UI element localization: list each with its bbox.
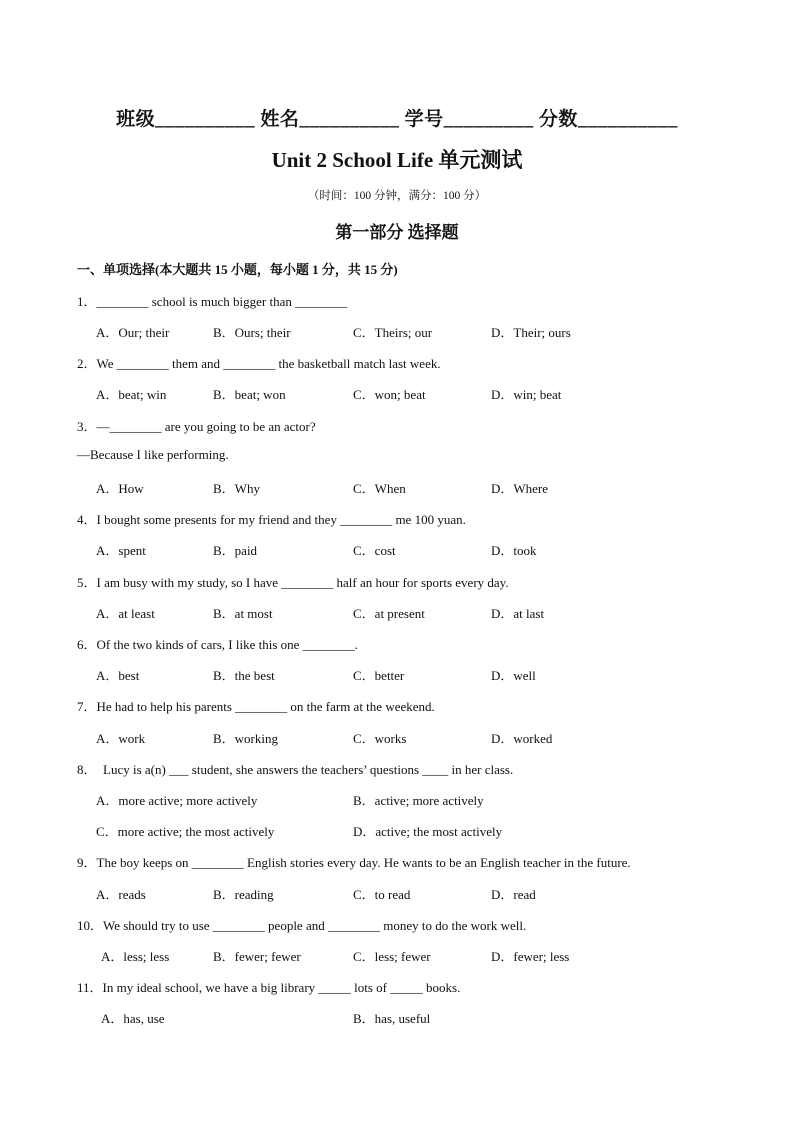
question-8-option-d[interactable]: D．active; the most actively [353,824,503,839]
question-7-option-a[interactable]: A．work [96,731,146,746]
question-10-stem: 10．We should try to use ________ people and ________ money to do the work well. [77,918,527,933]
question-2-option-b[interactable]: B．beat; won [213,387,286,402]
question-7-stem: 7．He had to help his parents ________ on the farm at the weekend. [77,699,435,714]
question-1-option-a[interactable]: A．Our; their [96,325,170,340]
question-10-option-b[interactable]: B．fewer; fewer [213,949,301,964]
question-2-option-d[interactable]: D．win; beat [491,387,562,402]
question-6-option-a[interactable]: A．best [96,668,140,683]
question-3-option-a[interactable]: A．How [96,481,144,496]
question-6-stem: 6．Of the two kinds of cars, I like this one ________. [77,637,358,652]
question-3-stem: 3．—________ are you going to be an actor? [77,419,316,434]
question-7-option-b[interactable]: B．working [213,731,279,746]
question-11-option-b[interactable]: B．has, useful [353,1011,431,1026]
question-9-option-c[interactable]: C．to read [353,887,411,902]
question-9-option-b[interactable]: B．reading [213,887,274,902]
section-heading: 一、单项选择(本大题共 15 小题，每小题 1 分，共 15 分) [77,262,398,277]
question-2-option-a[interactable]: A．beat; win [96,387,167,402]
question-11-option-a[interactable]: A．has, use [101,1011,165,1026]
question-8-stem: 8． Lucy is a(n) ___ student, she answers the teachers’ questions ____ in her class. [77,762,514,777]
question-7-option-d[interactable]: D．worked [491,731,553,746]
question-4-option-b[interactable]: B．paid [213,543,258,558]
student-info-line: 班级__________ 姓名__________ 学号_________ 分数__________ [116,109,678,130]
question-8-option-a[interactable]: A．more active; more actively [96,793,258,808]
question-2-option-c[interactable]: C．won; beat [353,387,426,402]
question-10-option-d[interactable]: D．fewer; less [491,949,570,964]
question-4-option-d[interactable]: D．took [491,543,537,558]
question-10-option-c[interactable]: C．less; fewer [353,949,431,964]
question-5-option-a[interactable]: A．at least [96,606,155,621]
question-5-stem: 5．I am busy with my study, so I have ________ half an hour for sports every day. [77,575,509,590]
question-9-option-d[interactable]: D．read [491,887,536,902]
question-9-option-a[interactable]: A．reads [96,887,146,902]
question-3-response: —Because I like performing. [77,447,229,462]
question-3-option-d[interactable]: D．Where [491,481,549,496]
question-6-option-c[interactable]: C．better [353,668,405,683]
question-5-option-b[interactable]: B．at most [213,606,273,621]
question-1-option-b[interactable]: B．Ours; their [213,325,291,340]
question-2-stem: 2．We ________ them and ________ the basketball match last week. [77,356,441,371]
exam-time-score: （时间：100 分钟，满分：100 分） [307,190,487,202]
question-5-option-c[interactable]: C．at present [353,606,425,621]
question-7-option-c[interactable]: C．works [353,731,407,746]
question-11-stem: 11．In my ideal school, we have a big library _____ lots of _____ books. [77,980,461,995]
part-heading: 第一部分 选择题 [335,223,459,242]
question-4-option-a[interactable]: A．spent [96,543,146,558]
question-5-option-d[interactable]: D．at last [491,606,545,621]
question-4-stem: 4．I bought some presents for my friend and they ________ me 100 yuan. [77,512,466,527]
question-6-option-b[interactable]: B．the best [213,668,275,683]
question-4-option-c[interactable]: C．cost [353,543,396,558]
question-1-stem: 1．________ school is much bigger than ________ [77,294,348,309]
question-9-stem: 9．The boy keeps on ________ English stories every day. He wants to be an English teacher in the future. [77,855,631,870]
question-8-option-b[interactable]: B．active; more actively [353,793,484,808]
question-3-option-b[interactable]: B．Why [213,481,260,496]
exam-title: Unit 2 School Life 单元测试 [271,148,523,172]
question-1-option-d[interactable]: D．Their; ours [491,325,571,340]
question-8-option-c[interactable]: C．more active; the most actively [96,824,275,839]
question-3-option-c[interactable]: C．When [353,481,406,496]
question-10-option-a[interactable]: A．less; less [101,949,170,964]
question-6-option-d[interactable]: D．well [491,668,536,683]
question-1-option-c[interactable]: C．Theirs; our [353,325,433,340]
